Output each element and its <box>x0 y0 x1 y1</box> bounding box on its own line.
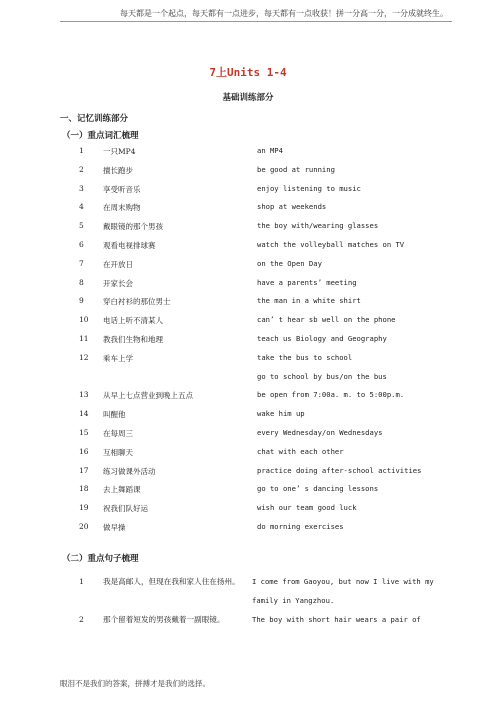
vocab-row <box>0 259 496 278</box>
vocab-english: practice doing after-school activities <box>257 465 422 475</box>
vocab-row <box>0 428 496 447</box>
vocab-chinese: 在开放日 <box>103 259 133 269</box>
vocab-english: have a parents’ meeting <box>257 277 357 287</box>
vocab-english: every Wednesday/on Wednesdays <box>257 427 383 437</box>
vocab-number: 15 <box>79 427 89 437</box>
vocab-number: 1 <box>79 146 84 155</box>
section-heading-memory: 一、记忆训练部分 <box>60 114 129 124</box>
vocab-english: the man in a white shirt <box>257 296 361 306</box>
vocab-english: teach us Biology and Geography <box>257 333 387 343</box>
vocab-number: 16 <box>79 446 89 456</box>
vocab-english: take the bus to school <box>257 352 353 362</box>
vocab-number: 10 <box>79 315 89 325</box>
vocab-row <box>0 372 496 391</box>
vocab-english: an MP4 <box>257 146 283 155</box>
vocab-number: 14 <box>79 409 89 419</box>
vocab-chinese: 开家长会 <box>103 278 133 288</box>
vocab-chinese: 做早操 <box>103 522 126 532</box>
vocab-chinese: 乘车上学 <box>103 353 133 363</box>
vocab-number: 2 <box>79 164 84 174</box>
vocab-row <box>0 202 496 221</box>
vocab-chinese: 祝我们队好运 <box>103 504 148 514</box>
vocab-chinese: 教我们生物和地理 <box>103 334 163 344</box>
vocab-chinese: 穿白衬衫的那位男士 <box>103 297 171 307</box>
vocab-list <box>0 146 496 541</box>
sentence-number: 1 <box>79 577 84 586</box>
vocab-english: shop at weekends <box>257 202 327 212</box>
page-subtitle: 基础训练部分 <box>222 93 274 103</box>
vocab-number: 7 <box>79 258 84 268</box>
subsection-heading-vocab: （一）重点词汇梳理 <box>62 131 139 141</box>
vocab-number: 3 <box>79 183 84 193</box>
vocab-row <box>0 315 496 334</box>
sentence-chinese: 那个留着短发的男孩戴着一副眼镜。 <box>103 615 225 624</box>
vocab-chinese: 叫醒他 <box>103 410 126 420</box>
vocab-chinese: 享受听音乐 <box>103 184 141 194</box>
sentence-row <box>0 610 496 629</box>
vocab-number: 8 <box>79 277 84 287</box>
vocab-row <box>0 240 496 259</box>
vocab-row <box>0 484 496 503</box>
vocab-chinese: 去上舞蹈课 <box>103 485 141 495</box>
vocab-number: 4 <box>79 202 84 212</box>
vocab-row <box>0 165 496 184</box>
vocab-english: be open from 7:00a. m. to 5:00p.m. <box>257 390 405 400</box>
vocab-english: can’ t hear sb well on the phone <box>257 315 396 325</box>
page-title: 7上Units 1-4 <box>209 66 287 79</box>
vocab-english: on the Open Day <box>257 258 322 268</box>
vocab-row <box>0 390 496 409</box>
vocab-row <box>0 146 496 165</box>
vocab-english: the boy with/wearing glasses <box>257 221 379 231</box>
vocab-number: 17 <box>79 465 89 475</box>
vocab-english: chat with each other <box>257 446 344 456</box>
vocab-row <box>0 503 496 522</box>
vocab-row <box>0 278 496 297</box>
vocab-english: watch the volleyball matches on TV <box>257 239 405 249</box>
vocab-english: be good at running <box>257 164 335 174</box>
header-divider <box>60 21 452 22</box>
sentence-number: 2 <box>79 615 84 624</box>
vocab-row <box>0 184 496 203</box>
vocab-number: 20 <box>79 521 89 531</box>
vocab-row <box>0 447 496 466</box>
vocab-chinese: 互相聊天 <box>103 447 133 457</box>
sentence-english: The boy with short hair wears a pair of <box>252 615 421 624</box>
vocab-chinese: 从早上七点营业到晚上五点 <box>103 391 193 401</box>
sentence-english: I come from Gaoyou, but now I live with my family in Yangzhou. <box>252 577 434 605</box>
footer-motto: 眼泪不是我们的答案，拼搏才是我们的选择。 <box>60 679 210 688</box>
vocab-number: 9 <box>79 296 84 306</box>
sentence-row <box>0 572 496 610</box>
vocab-english: enjoy listening to music <box>257 183 361 193</box>
vocab-row <box>0 221 496 240</box>
header-motto: 每天都是一个起点，每天都有一点进步，每天都有一点收获！拼一分高一分，一分成就终生。 <box>120 9 448 18</box>
vocab-row <box>0 409 496 428</box>
vocab-row <box>0 353 496 372</box>
sentence-list <box>0 572 496 629</box>
vocab-chinese: 在每周三 <box>103 428 133 438</box>
vocab-row <box>0 522 496 541</box>
vocab-english: wish our team good luck <box>257 503 357 513</box>
sentence-chinese: 我是高邮人，但现在我和家人住在扬州。 <box>103 577 240 586</box>
vocab-chinese: 戴眼镜的那个男孩 <box>103 222 163 232</box>
vocab-english: wake him up <box>257 409 305 419</box>
vocab-chinese: 电话上听不清某人 <box>103 316 163 326</box>
vocab-row <box>0 466 496 485</box>
vocab-row <box>0 334 496 353</box>
vocab-english: do morning exercises <box>257 521 344 531</box>
vocab-chinese: 观看电视排球赛 <box>103 240 156 250</box>
vocab-chinese: 擅长跑步 <box>103 165 133 175</box>
vocab-english: go to one’ s dancing lessons <box>257 484 379 494</box>
vocab-number: 5 <box>79 221 84 231</box>
vocab-number: 19 <box>79 503 89 513</box>
vocab-chinese: 一只MP4 <box>103 147 136 156</box>
vocab-number: 11 <box>79 333 89 343</box>
vocab-number: 6 <box>79 239 84 249</box>
vocab-number: 18 <box>79 484 89 494</box>
vocab-number: 13 <box>79 390 89 400</box>
vocab-number: 12 <box>79 352 89 362</box>
vocab-chinese: 练习做课外活动 <box>103 466 156 476</box>
vocab-row <box>0 296 496 315</box>
vocab-english: go to school by bus/on the bus <box>257 371 387 381</box>
vocab-chinese: 在周末购物 <box>103 203 141 213</box>
subsection-heading-sentences: （二）重点句子梳理 <box>62 554 139 564</box>
